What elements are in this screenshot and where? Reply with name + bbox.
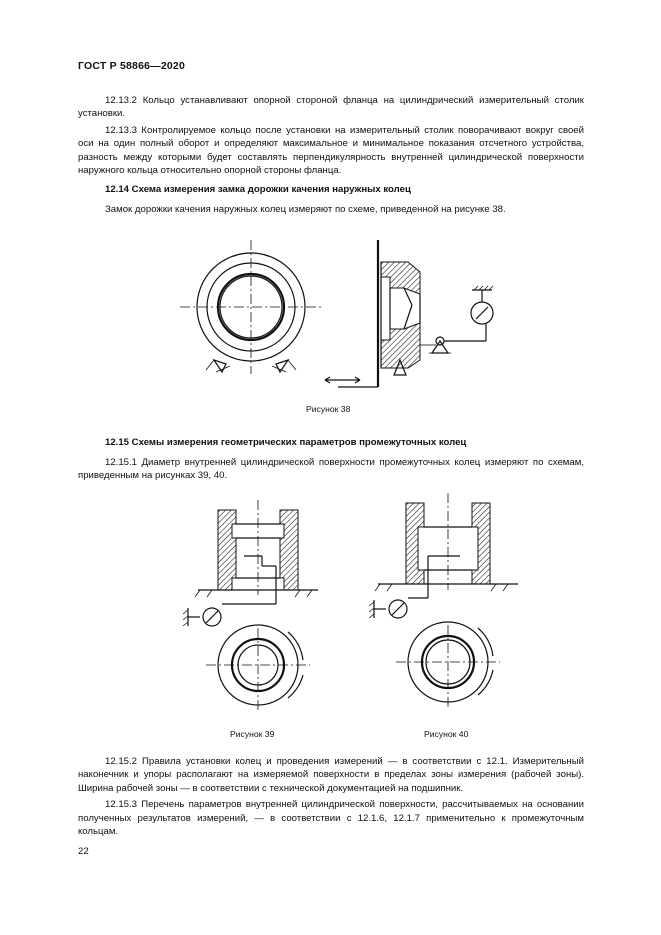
figure-40-caption: Рисунок 40 [424,729,469,739]
paragraph-12-14: Замок дорожки качения наружных колец измеряют по схеме, приведенной на рисунке 38. [105,204,506,215]
paragraph-12-15-1: 12.15.1 Диаметр внутренней цилиндрической поверхности промежуточных колец измеряют по схемам, приведенным на рисунках 39, 40. [78,457,584,482]
paragraph-12-13-3: 12.13.3 Контролируемое кольцо после установки на измерительный столик поворачивают вокруг своей оси на один полный оборот и определяют максимальное и минимальное показания отсчетного устройства, разность между которыми будет составлять перпендикулярность внутренней цилиндрической поверхности наружного кольца относительно опорной стороны фланца. [78,124,584,177]
paragraph-12-15-2: 12.15.2 Правила установки колец и проведения измерений — в соответствии с 12.1. Измерительный наконечник и упоры располагают на измеряемой поверхности в пределах зоны измерения (рабочей зоны). Ширина рабочей зоны — в соответствии с технической документацией на подшипник. [78,756,584,794]
section-12-14-heading: 12.14 Схема измерения замка дорожки качения наружных колец [105,184,411,195]
section-12-15-heading: 12.15 Схемы измерения геометрических параметров промежуточных колец [105,437,467,448]
figure-39-caption: Рисунок 39 [230,729,275,739]
fig38-indicator [420,286,493,353]
section-12-15-1-text [78,456,584,483]
fig40-ring-top-view [396,622,500,710]
fig38-ring-section [325,240,420,387]
fig38-support-left [206,360,230,372]
page-number: 22 [78,846,89,857]
fig38-ring-front-view [180,240,322,374]
document-header: ГОСТ Р 58866—2020 [78,60,186,72]
section-12-13-text [78,94,584,177]
fig39-ring-top-view [206,625,310,712]
fig38-support-right [272,360,296,372]
fig40-indicator [369,600,407,618]
figure-38-caption: Рисунок 38 [306,404,351,414]
fig39-ring-section [195,500,318,604]
section-12-15-rest-text [78,755,584,838]
fig39-indicator [183,608,221,626]
fig40-ring-section [375,493,518,598]
paragraph-12-15-3: 12.15.3 Перечень параметров внутренней цилиндрической поверхности, рассчитываемых на основании полученных результатов измерений, — в соответствии с 12.1.6, 12.1.7 применительно к промежуточным кольцам. [78,799,584,838]
paragraph-12-13-2: 12.13.2 Кольцо устанавливают опорной стороной фланца на цилиндрический измерительный столик установки. [78,95,584,120]
section-12-14-text [78,203,584,216]
